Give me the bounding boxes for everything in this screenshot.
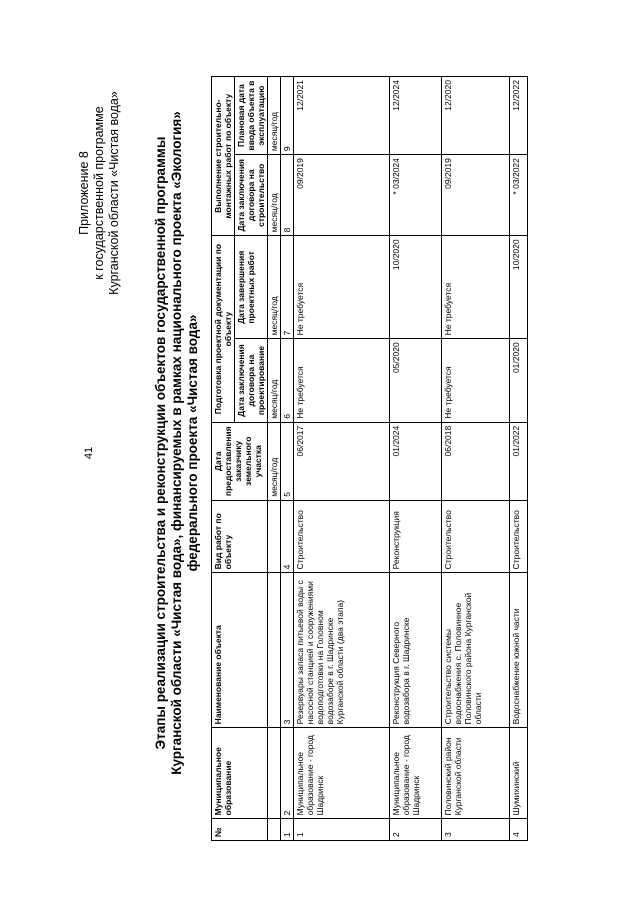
header-work-type: Вид работ по объекту (212, 500, 268, 573)
column-number: 2 (281, 727, 294, 818)
stages-table (211, 76, 528, 841)
cell-work-type: Строительство (442, 500, 510, 573)
cell-num: 3 (442, 818, 510, 840)
cell-municipality: Шумихинский (510, 727, 528, 818)
column-number: 7 (281, 235, 294, 338)
cell-planned-commission: 12/2024 (390, 76, 442, 154)
header-num: № (212, 818, 268, 840)
table-row (294, 76, 390, 840)
cell-num: 2 (390, 818, 442, 840)
title-line-1: Этапы реализации строительства и реконструкции объектов государственной программы (153, 136, 168, 749)
cell-num: 1 (294, 818, 390, 840)
unit-cell-empty (268, 500, 281, 573)
column-number: 9 (281, 76, 294, 154)
cell-planned-commission: 12/2020 (442, 76, 510, 154)
cell-num: 4 (510, 818, 528, 840)
unit-cell: месяц/год (268, 422, 281, 500)
header-planned-commission: Плановая дата ввода объекта в эксплуатацию (235, 76, 268, 154)
header-land-date: Дата предоставления заказчику земельного участка (212, 422, 268, 500)
cell-planned-commission: 12/2022 (510, 76, 528, 154)
cell-construction-contract: * 03/2022 (510, 154, 528, 235)
document-page (75, 63, 565, 843)
unit-cell: месяц/год (268, 338, 281, 421)
column-number: 8 (281, 154, 294, 235)
column-number: 1 (281, 818, 294, 840)
cell-construction-contract: 09/2019 (294, 154, 390, 235)
column-number: 5 (281, 422, 294, 500)
column-number-row (281, 76, 294, 840)
unit-cell-empty (268, 818, 281, 840)
cell-design-finish: 10/2020 (390, 235, 442, 338)
cell-work-type: Реконструкция (390, 500, 442, 573)
unit-cell: месяц/год (268, 235, 281, 338)
column-number: 6 (281, 338, 294, 421)
cell-object-name: Водоснабжение южной части (510, 572, 528, 727)
cell-municipality: Муниципальное образование - город Шадринск (294, 727, 390, 818)
cell-design-contract: 05/2020 (390, 338, 442, 421)
document-title (153, 83, 201, 803)
cell-design-contract: Не требуется (294, 338, 390, 421)
cell-land-date: 06/2017 (294, 422, 390, 500)
table-row (510, 76, 528, 840)
table-row (390, 76, 442, 840)
cell-design-finish: 10/2020 (510, 235, 528, 338)
column-number: 3 (281, 572, 294, 727)
cell-construction-contract: 09/2019 (442, 154, 510, 235)
cell-object-name: Резервуары запаса питьевой воды с насосной станцией и сооружениями водоподготовки на Головном водозаборе в г. Шадринске Курганской области (два этапа) (294, 572, 390, 727)
unit-cell-empty (268, 727, 281, 818)
cell-planned-commission: 12/2021 (294, 76, 390, 154)
cell-design-contract: Не требуется (442, 338, 510, 421)
unit-row (268, 76, 281, 840)
header-municipality: Муниципальное образование (212, 727, 268, 818)
cell-land-date: 01/2022 (510, 422, 528, 500)
cell-work-type: Строительство (510, 500, 528, 573)
unit-cell: месяц/год (268, 76, 281, 154)
unit-cell-empty (268, 572, 281, 727)
cell-land-date: 01/2024 (390, 422, 442, 500)
header-design-finish: Дата завершения проектных работ (235, 235, 268, 338)
unit-cell: месяц/год (268, 154, 281, 235)
cell-design-finish: Не требуется (294, 235, 390, 338)
header-row-1 (212, 76, 235, 840)
cell-object-name: Реконструкция Северного водозабора в г. Шадринске (390, 572, 442, 727)
header-object-name: Наименование объекта (212, 572, 268, 727)
header-construction-contract: Дата заключения договора на строительство (235, 154, 268, 235)
page-number: 41 (83, 446, 95, 459)
title-line-2: Курганской области «Чистая вода», финансируемых в рамках национального проекта «Экология» (169, 110, 184, 775)
cell-object-name: Строительство системы водоснабжения с. Половинное Половинского района Курганской области (442, 572, 510, 727)
header-construction-group: Выполнение строительно-монтажных работ по объекту (212, 76, 235, 235)
cell-design-finish: Не требуется (442, 235, 510, 338)
cell-construction-contract: * 03/2024 (390, 154, 442, 235)
cell-municipality: Половинский район Курганской области (442, 727, 510, 818)
appendix-line-2: к государственной программе (92, 105, 106, 280)
table-row (442, 76, 510, 840)
column-number: 4 (281, 500, 294, 573)
header-design-group: Подготовка проектной документации по объекту (212, 235, 235, 421)
cell-municipality: Муниципальное образование - город Шадринск (390, 727, 442, 818)
appendix-line-3: Курганской области «Чистая вода» (107, 90, 121, 295)
cell-land-date: 06/2018 (442, 422, 510, 500)
cell-design-contract: 01/2020 (510, 338, 528, 421)
appendix-line-1: Приложение 8 (77, 150, 91, 235)
header-design-contract: Дата заключения договора на проектирование (235, 338, 268, 421)
title-line-3: федерального проекта «Чистая вода» (185, 314, 200, 571)
appendix-note (77, 63, 122, 323)
cell-work-type: Строительство (294, 500, 390, 573)
